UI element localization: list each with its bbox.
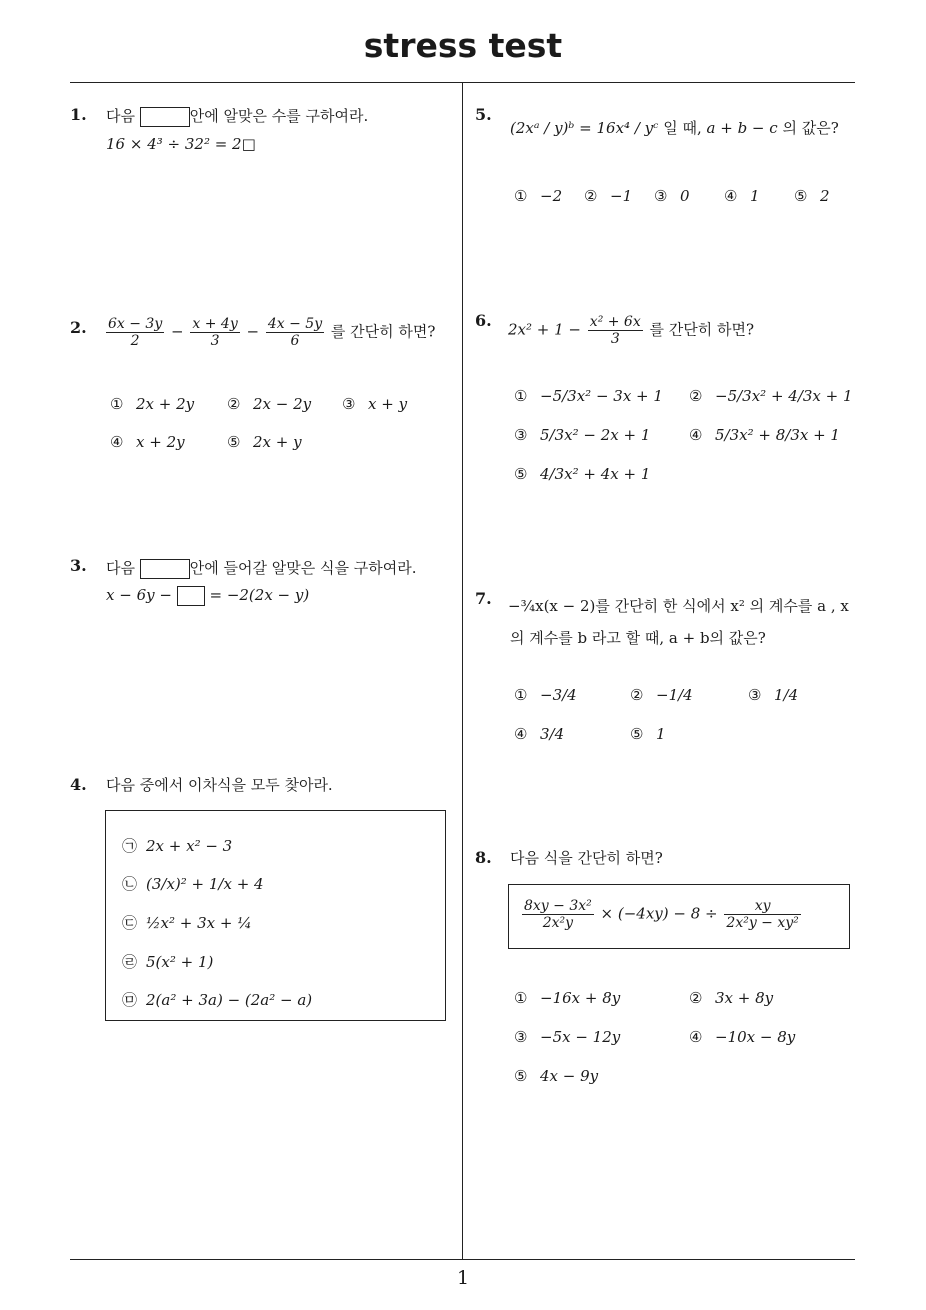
item-value: 2(a² + 3a) − (2a² − a) bbox=[146, 991, 313, 1009]
numerator: 4x − 5y bbox=[267, 316, 323, 332]
choice-value: 1 bbox=[656, 725, 666, 743]
choice-5[interactable] bbox=[227, 432, 302, 452]
choice-3[interactable] bbox=[342, 394, 407, 414]
choice-value: 1/4 bbox=[774, 686, 799, 704]
item-marker: ㉢ bbox=[122, 914, 138, 932]
denominator: 2 bbox=[130, 333, 140, 349]
choice-4[interactable] bbox=[724, 186, 760, 206]
equation: (2xᵃ / y)ᵇ = 16x⁴ / yᶜ bbox=[510, 119, 659, 137]
choice-marker: ② bbox=[227, 395, 241, 413]
choice-marker: ② bbox=[689, 989, 703, 1007]
list-item bbox=[122, 874, 264, 894]
item-value: 5(x² + 1) bbox=[146, 953, 214, 971]
page-number: 1 bbox=[456, 1267, 470, 1289]
question-suffix: 를 간단히 하면? bbox=[330, 322, 436, 341]
choice-1[interactable] bbox=[514, 685, 577, 705]
choice-marker: ① bbox=[110, 395, 124, 413]
column-divider bbox=[462, 83, 463, 1259]
question-expression bbox=[106, 585, 309, 606]
choice-5[interactable] bbox=[794, 186, 830, 206]
choice-3[interactable] bbox=[748, 685, 798, 705]
choice-marker: ④ bbox=[724, 187, 738, 205]
expression-part: = −2(2x − y) bbox=[209, 586, 310, 604]
text-part: 다음 bbox=[106, 559, 135, 577]
item-value: ½x² + 3x + ¼ bbox=[146, 914, 252, 932]
question-number: 3. bbox=[70, 556, 87, 575]
numerator: 8xy − 3x² bbox=[524, 898, 592, 914]
choice-value: 2x − 2y bbox=[253, 395, 312, 413]
question-expression bbox=[508, 314, 754, 347]
bottom-rule bbox=[70, 1259, 855, 1260]
choice-marker: ② bbox=[630, 686, 644, 704]
answer-blank bbox=[140, 559, 190, 579]
choice-value: 1 bbox=[750, 187, 760, 205]
choice-2[interactable] bbox=[689, 988, 773, 1008]
choice-marker: ④ bbox=[689, 1028, 703, 1046]
text-part: 의 값은? bbox=[782, 119, 839, 137]
choice-value: x + y bbox=[368, 395, 408, 413]
fraction bbox=[724, 898, 800, 931]
choice-3[interactable] bbox=[514, 1027, 620, 1047]
choice-marker: ④ bbox=[110, 433, 124, 451]
choice-1[interactable] bbox=[514, 386, 663, 406]
choice-value: −10x − 8y bbox=[715, 1028, 796, 1046]
denominator: 6 bbox=[290, 333, 300, 349]
question-text bbox=[106, 558, 416, 579]
choice-value: 4x − 9y bbox=[540, 1067, 599, 1085]
choice-4[interactable] bbox=[514, 724, 564, 744]
question-number: 8. bbox=[475, 848, 492, 867]
choice-1[interactable] bbox=[514, 186, 562, 206]
choice-value: 2 bbox=[820, 187, 830, 205]
text-part: 안에 알맞은 수를 구하여라. bbox=[189, 107, 369, 125]
choice-marker: ③ bbox=[748, 686, 762, 704]
choice-value: −3/4 bbox=[540, 686, 577, 704]
denominator: 2x²y bbox=[542, 915, 574, 931]
question-number: 7. bbox=[475, 589, 492, 608]
choice-2[interactable] bbox=[584, 186, 632, 206]
question-text: 의 계수를 b 라고 할 때, a + b의 값은? bbox=[510, 629, 766, 647]
choice-5[interactable] bbox=[514, 464, 650, 484]
choice-3[interactable] bbox=[654, 186, 690, 206]
list-item bbox=[122, 836, 232, 856]
choice-marker: ④ bbox=[689, 426, 703, 444]
choice-value: 4/3x² + 4x + 1 bbox=[540, 465, 651, 483]
choice-value: 2x + y bbox=[253, 433, 302, 451]
choice-4[interactable] bbox=[110, 432, 185, 452]
fraction bbox=[588, 314, 643, 347]
choice-value: 5/3x² − 2x + 1 bbox=[540, 426, 651, 444]
question-number: 5. bbox=[475, 105, 492, 124]
question-number: 2. bbox=[70, 318, 87, 337]
list-item bbox=[122, 990, 312, 1010]
choice-marker: ① bbox=[514, 989, 528, 1007]
text-part: 일 때, bbox=[663, 119, 702, 137]
question-text: −¾x(x − 2)를 간단히 한 식에서 x² 의 계수를 a , x bbox=[508, 597, 849, 615]
choice-marker: ⑤ bbox=[514, 1067, 528, 1085]
choice-value: −2 bbox=[540, 187, 563, 205]
choice-2[interactable] bbox=[689, 386, 853, 406]
choice-value: 3x + 8y bbox=[715, 989, 774, 1007]
question-suffix: 를 간단히 하면? bbox=[649, 320, 755, 339]
choice-value: −5/3x² − 3x + 1 bbox=[540, 387, 663, 405]
question-number: 1. bbox=[70, 105, 87, 124]
operator: − bbox=[246, 322, 260, 341]
choice-value: 0 bbox=[680, 187, 690, 205]
choice-marker: ② bbox=[584, 187, 598, 205]
choice-value: x + 2y bbox=[136, 433, 185, 451]
choice-marker: ⑤ bbox=[794, 187, 808, 205]
expression-part: x − 6y − bbox=[106, 586, 172, 604]
choice-value: 3/4 bbox=[540, 725, 565, 743]
question-text bbox=[106, 106, 368, 127]
text-part: 다음 bbox=[106, 107, 135, 125]
choice-marker: ③ bbox=[654, 187, 668, 205]
choice-2[interactable] bbox=[227, 394, 311, 414]
item-value: 2x + x² − 3 bbox=[146, 837, 233, 855]
choice-marker: ② bbox=[689, 387, 703, 405]
choice-marker: ⑤ bbox=[227, 433, 241, 451]
choice-5[interactable] bbox=[514, 1066, 598, 1086]
choice-marker: ③ bbox=[514, 426, 528, 444]
choice-marker: ① bbox=[514, 187, 528, 205]
fraction bbox=[190, 316, 239, 349]
numerator: x + 4y bbox=[192, 316, 238, 332]
answer-blank bbox=[140, 107, 190, 127]
numerator: 6x − 3y bbox=[108, 316, 163, 332]
choice-4[interactable] bbox=[689, 425, 840, 445]
question-expression bbox=[520, 898, 803, 931]
fraction bbox=[266, 316, 324, 349]
denominator: 3 bbox=[610, 331, 620, 347]
choice-value: −5x − 12y bbox=[540, 1028, 621, 1046]
choice-value: 5/3x² + 8/3x + 1 bbox=[715, 426, 840, 444]
item-marker: ㉣ bbox=[122, 953, 138, 971]
choice-value: −1 bbox=[610, 187, 633, 205]
item-marker: ㉡ bbox=[122, 875, 138, 893]
question-expression bbox=[104, 316, 435, 349]
choice-1[interactable] bbox=[514, 988, 620, 1008]
question-text: 다음 중에서 이차식을 모두 찾아라. bbox=[106, 776, 333, 794]
denominator: 3 bbox=[210, 333, 220, 349]
choice-5[interactable] bbox=[630, 724, 666, 744]
item-marker: ㉤ bbox=[122, 991, 138, 1009]
question-expression: 16 × 4³ ÷ 32² = 2□ bbox=[106, 135, 256, 153]
answer-blank bbox=[177, 586, 205, 606]
choice-value: 2x + 2y bbox=[136, 395, 195, 413]
question-expression bbox=[510, 118, 839, 138]
choice-marker: ④ bbox=[514, 725, 528, 743]
expression-part: 2x² + 1 − bbox=[508, 320, 582, 339]
expression-part: a + b − c bbox=[706, 119, 778, 137]
choice-1[interactable] bbox=[110, 394, 194, 414]
choice-value: −5/3x² + 4/3x + 1 bbox=[715, 387, 853, 405]
question-number: 4. bbox=[70, 775, 87, 794]
choice-marker: ③ bbox=[342, 395, 356, 413]
numerator: xy bbox=[724, 898, 800, 915]
text-part: 안에 들어갈 알맞은 식을 구하여라. bbox=[189, 559, 417, 577]
page-title: stress test bbox=[363, 26, 563, 65]
choice-4[interactable] bbox=[689, 1027, 795, 1047]
question-number: 6. bbox=[475, 311, 492, 330]
choice-marker: ① bbox=[514, 387, 528, 405]
choice-marker: ⑤ bbox=[514, 465, 528, 483]
choice-marker: ① bbox=[514, 686, 528, 704]
choice-marker: ③ bbox=[514, 1028, 528, 1046]
question-text: 다음 식을 간단히 하면? bbox=[510, 849, 663, 867]
item-value: (3/x)² + 1/x + 4 bbox=[146, 875, 264, 893]
item-marker: ㉠ bbox=[122, 837, 138, 855]
denominator: 2x²y − xy² bbox=[726, 915, 799, 931]
operator: − bbox=[171, 322, 184, 341]
choice-value: −1/4 bbox=[656, 686, 693, 704]
fraction bbox=[106, 316, 164, 349]
list-item bbox=[122, 913, 252, 933]
choice-3[interactable] bbox=[514, 425, 650, 445]
choice-value: −16x + 8y bbox=[540, 989, 621, 1007]
choice-2[interactable] bbox=[630, 685, 693, 705]
choice-marker: ⑤ bbox=[630, 725, 644, 743]
numerator: x² + 6x bbox=[589, 314, 641, 330]
list-item bbox=[122, 952, 213, 972]
fraction bbox=[522, 898, 594, 931]
expression-part: × (−4xy) − 8 ÷ bbox=[600, 904, 718, 923]
